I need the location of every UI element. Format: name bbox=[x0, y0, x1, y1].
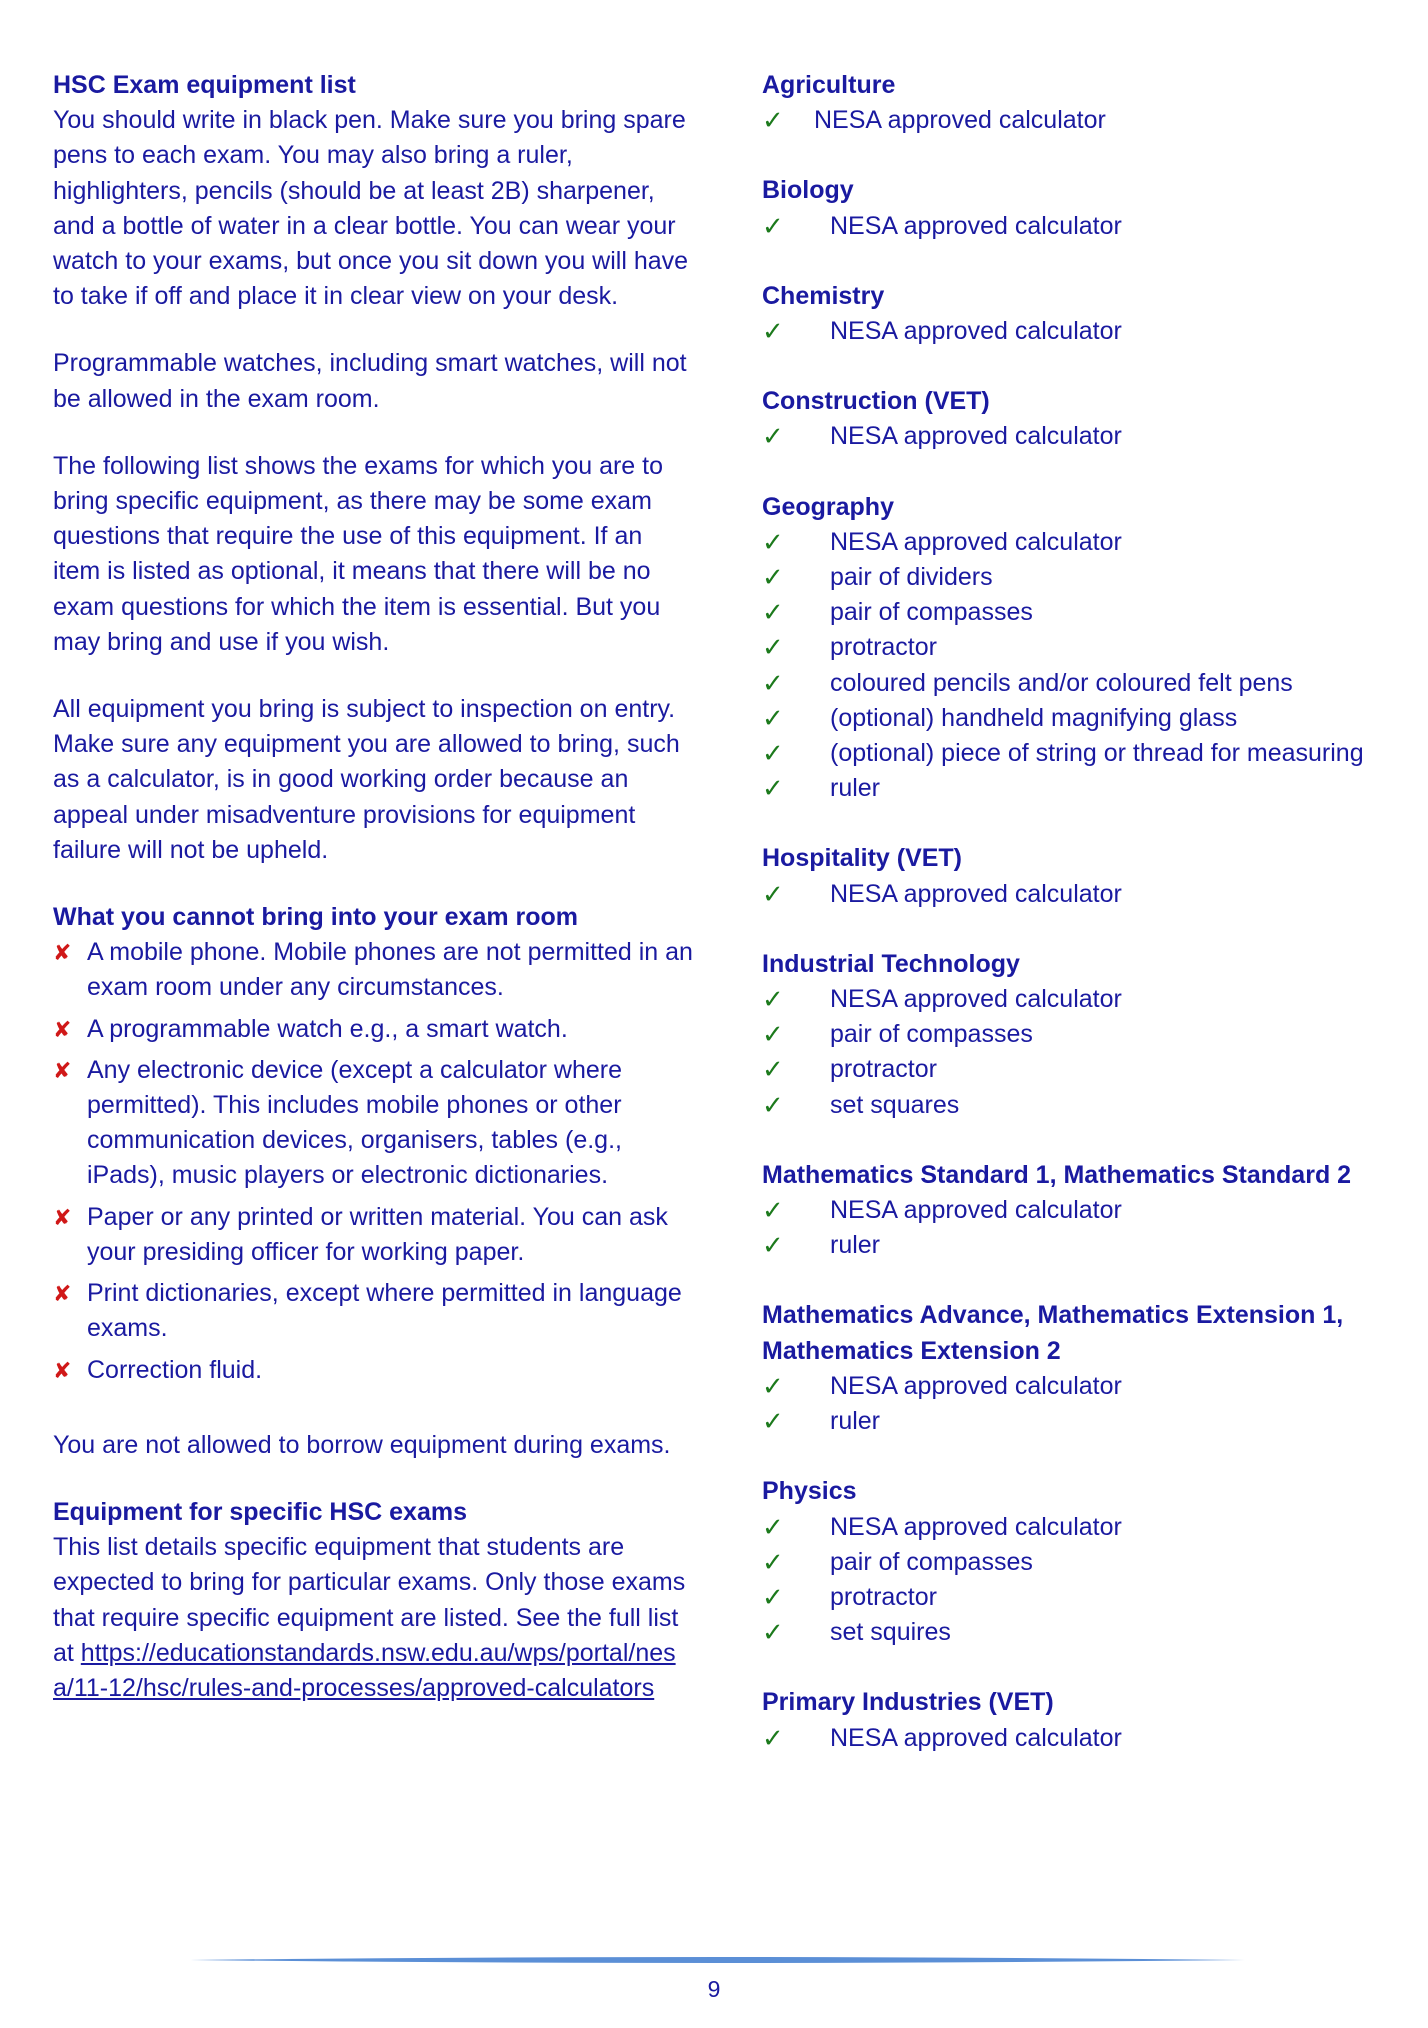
subject-heading: Biology bbox=[762, 176, 854, 205]
subject-geography bbox=[762, 490, 1402, 807]
subject-heading: Mathematics Standard 1, Mathematics Standard 2 bbox=[762, 1160, 1352, 1189]
list-item: ✓ (optional) handheld magnifying glass bbox=[762, 701, 1402, 736]
check-mark-icon: ✓ bbox=[762, 421, 784, 452]
equipment-list-heading: HSC Exam equipment list bbox=[53, 71, 356, 99]
page-number: 9 bbox=[707, 1976, 721, 2002]
specific-exams-heading: Equipment for specific HSC exams bbox=[53, 1497, 468, 1526]
list-item: ✓ protractor bbox=[762, 1580, 1402, 1615]
check-mark-icon: ✓ bbox=[762, 1722, 784, 1753]
list-item: ✘ Any electronic device (except a calculator where permitted). This includes mobile phones or other communication devices, organisers, tables (e.g., iPads), music players or electronic dictionaries. bbox=[53, 1053, 693, 1194]
check-mark-icon: ✓ bbox=[762, 1546, 784, 1577]
cross-mark-icon: ✘ bbox=[53, 940, 72, 966]
list-item: ✘ Correction fluid. bbox=[53, 1353, 693, 1388]
subject-chemistry bbox=[762, 279, 1402, 349]
specific-exams-paragraph: This list details specific equipment that students are expected to bring for particular exams. Only those exams that require specific equipment are listed. See the full list at https://educationstandards.nsw.edu.au/wps/portal/nesa/11-12/hsc/rules-and-processes/approved-calculators bbox=[53, 1533, 686, 1702]
list-item: ✓ protractor bbox=[762, 1052, 1402, 1087]
subject-heading: Construction (VET) bbox=[762, 387, 990, 416]
subject-heading: Industrial Technology bbox=[762, 949, 1020, 978]
subject-heading: Geography bbox=[762, 492, 894, 521]
list-item: ✓ protractor bbox=[762, 630, 1402, 665]
list-item: ✘ A programmable watch e.g., a smart watch. bbox=[53, 1012, 693, 1047]
footer-divider bbox=[190, 1954, 1245, 1966]
list-item: ✓ NESA approved calculator bbox=[762, 103, 1402, 138]
check-mark-icon: ✓ bbox=[762, 1406, 784, 1437]
list-item: ✓ NESA approved calculator bbox=[762, 1721, 1402, 1756]
check-mark-icon: ✓ bbox=[762, 702, 784, 733]
list-item: ✓ pair of compasses bbox=[762, 1545, 1402, 1580]
check-mark-icon: ✓ bbox=[762, 562, 784, 593]
list-item: ✓ set squares bbox=[762, 1088, 1402, 1123]
list-item: ✓ NESA approved calculator bbox=[762, 877, 1402, 912]
subject-construction bbox=[762, 384, 1402, 454]
list-item: ✓ (optional) piece of string or thread for measuring bbox=[762, 736, 1402, 771]
inspection-paragraph: All equipment you bring is subject to inspection on entry. Make sure any equipment you are allowed to bring, such as a calculator, is in good working order because an appeal under misadventure provisions for equipment failure will not be upheld. bbox=[53, 695, 680, 864]
check-mark-icon: ✓ bbox=[762, 738, 784, 769]
list-item: ✓ coloured pencils and/or coloured felt pens bbox=[762, 666, 1402, 701]
check-mark-icon: ✓ bbox=[762, 1019, 784, 1050]
subject-heading: Hospitality (VET) bbox=[762, 844, 963, 873]
subject-biology bbox=[762, 173, 1402, 243]
cross-mark-icon: ✘ bbox=[53, 1204, 72, 1230]
list-item: ✓ NESA approved calculator bbox=[762, 1510, 1402, 1545]
check-mark-icon: ✓ bbox=[762, 667, 784, 698]
list-item: ✓ pair of compasses bbox=[762, 1017, 1402, 1052]
intro-paragraph: You should write in black pen. Make sure you bring spare pens to each exam. You may also bring a ruler, highlighters, pencils (should be at least 2B) sharpener, and a bottle of water in a clear bottle. You can wear your watch to your exams, but once you sit down you will have to take if off and place it in clear view on your desk. bbox=[53, 106, 689, 311]
cross-mark-icon: ✘ bbox=[53, 1057, 72, 1083]
list-item: ✓ set squires bbox=[762, 1615, 1402, 1650]
list-item: ✓ NESA approved calculator bbox=[762, 982, 1402, 1017]
list-item: ✓ NESA approved calculator bbox=[762, 1193, 1402, 1228]
watches-paragraph: Programmable watches, including smart watches, will not be allowed in the exam room. bbox=[53, 349, 687, 413]
cross-mark-icon: ✘ bbox=[53, 1281, 72, 1307]
exam-list-paragraph: The following list shows the exams for which you are to bring specific equipment, as there may be some exam questions that require the use of this equipment. If an item is listed as optional, it means that there will be no exam questions for which the item is essential. But you may bring and use if you wish. bbox=[53, 451, 663, 656]
list-item: ✓ NESA approved calculator bbox=[762, 209, 1402, 244]
cannot-bring-list bbox=[53, 935, 693, 1387]
list-item: ✓ ruler bbox=[762, 1228, 1402, 1263]
check-mark-icon: ✓ bbox=[762, 1617, 784, 1648]
check-mark-icon: ✓ bbox=[762, 773, 784, 804]
cross-mark-icon: ✘ bbox=[53, 1357, 72, 1383]
subject-heading: Agriculture bbox=[762, 71, 896, 99]
check-mark-icon: ✓ bbox=[762, 1581, 784, 1612]
check-mark-icon: ✓ bbox=[762, 1195, 784, 1226]
cross-mark-icon: ✘ bbox=[53, 1016, 72, 1042]
check-mark-icon: ✓ bbox=[762, 1230, 784, 1261]
list-item: ✓ NESA approved calculator bbox=[762, 525, 1402, 560]
check-mark-icon: ✓ bbox=[762, 210, 784, 241]
check-mark-icon: ✓ bbox=[762, 105, 784, 136]
check-mark-icon: ✓ bbox=[762, 984, 784, 1015]
borrow-paragraph: You are not allowed to borrow equipment during exams. bbox=[53, 1430, 671, 1459]
subject-agriculture bbox=[762, 68, 1402, 138]
approved-calculators-link[interactable]: https://educationstandards.nsw.edu.au/wps/portal/nesa/11-12/hsc/rules-and-processes/approved-calculators bbox=[53, 1638, 676, 1702]
subject-heading: Chemistry bbox=[762, 281, 885, 310]
list-item: ✘ Print dictionaries, except where permitted in language exams. bbox=[53, 1276, 693, 1346]
subject-industrial-technology bbox=[762, 947, 1402, 1123]
check-mark-icon: ✓ bbox=[762, 1054, 784, 1085]
list-item: ✓ NESA approved calculator bbox=[762, 419, 1402, 454]
check-mark-icon: ✓ bbox=[762, 632, 784, 663]
check-mark-icon: ✓ bbox=[762, 1370, 784, 1401]
list-item: ✓ pair of dividers bbox=[762, 560, 1402, 595]
list-item: ✘ Paper or any printed or written material. You can ask your presiding officer for working paper. bbox=[53, 1200, 693, 1270]
check-mark-icon: ✓ bbox=[762, 878, 784, 909]
right-column bbox=[762, 68, 1402, 1791]
check-mark-icon: ✓ bbox=[762, 1511, 784, 1542]
check-mark-icon: ✓ bbox=[762, 1089, 784, 1120]
list-item: ✘ A mobile phone. Mobile phones are not permitted in an exam room under any circumstances. bbox=[53, 935, 693, 1005]
list-item: ✓ NESA approved calculator bbox=[762, 1369, 1402, 1404]
subject-hospitality bbox=[762, 841, 1402, 911]
list-item: ✓ pair of compasses bbox=[762, 595, 1402, 630]
subject-heading: Mathematics Advance, Mathematics Extension 1, Mathematics Extension 2 bbox=[762, 1301, 1344, 1365]
subject-mathematics-advanced bbox=[762, 1298, 1402, 1439]
list-item: ✓ NESA approved calculator bbox=[762, 314, 1402, 349]
subject-heading: Primary Industries (VET) bbox=[762, 1688, 1054, 1717]
check-mark-icon: ✓ bbox=[762, 526, 784, 557]
list-item: ✓ ruler bbox=[762, 771, 1402, 806]
subject-primary-industries bbox=[762, 1685, 1402, 1755]
check-mark-icon: ✓ bbox=[762, 597, 784, 628]
subject-mathematics-standard bbox=[762, 1158, 1402, 1264]
left-column bbox=[53, 68, 693, 1706]
check-mark-icon: ✓ bbox=[762, 316, 784, 347]
subject-heading: Physics bbox=[762, 1477, 857, 1506]
cannot-bring-heading: What you cannot bring into your exam room bbox=[53, 903, 579, 932]
subject-physics bbox=[762, 1474, 1402, 1650]
list-item: ✓ ruler bbox=[762, 1404, 1402, 1439]
